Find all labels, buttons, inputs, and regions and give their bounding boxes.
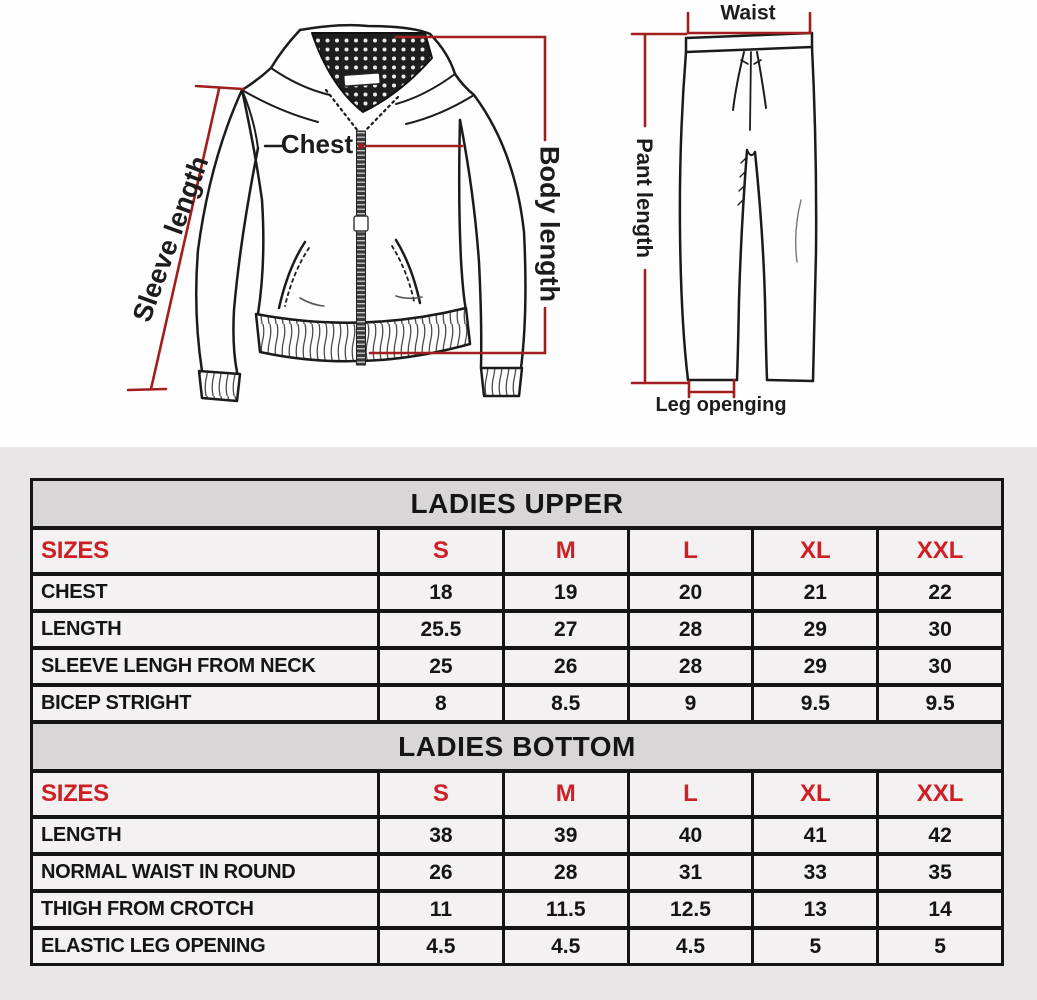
row-label: SLEEVE LENGH FROM NECK	[33, 650, 380, 683]
size-cell: XXL	[879, 530, 1001, 572]
chest-label: Chest	[280, 129, 354, 159]
value-cell: 12.5	[630, 893, 755, 926]
value-cell: 40	[630, 819, 755, 852]
body-length-label: Body length	[534, 146, 565, 302]
size-cell: XXL	[879, 773, 1001, 815]
table-row	[33, 613, 1001, 650]
value-cell: 14	[879, 893, 1001, 926]
value-cell: 26	[380, 856, 505, 889]
ladies-upper-sizes-row	[33, 530, 1001, 576]
table-row	[33, 650, 1001, 687]
row-label: THIGH FROM CROTCH	[33, 893, 380, 926]
size-cell: M	[505, 530, 630, 572]
table-row	[33, 930, 1001, 963]
value-cell: 9	[630, 687, 755, 720]
value-cell: 13	[754, 893, 879, 926]
table-row	[33, 856, 1001, 893]
value-cell: 29	[754, 613, 879, 646]
size-table-section	[0, 447, 1037, 1000]
value-cell: 28	[630, 650, 755, 683]
value-cell: 42	[879, 819, 1001, 852]
value-cell: 41	[754, 819, 879, 852]
value-cell: 38	[380, 819, 505, 852]
sizes-header-cell: SIZES	[33, 530, 380, 572]
leg-opening-label: Leg openging	[655, 394, 787, 416]
value-cell: 30	[879, 650, 1001, 683]
size-cell: S	[380, 530, 505, 572]
value-cell: 11	[380, 893, 505, 926]
size-table	[30, 478, 1004, 966]
value-cell: 31	[630, 856, 755, 889]
value-cell: 22	[879, 576, 1001, 609]
value-cell: 8.5	[505, 687, 630, 720]
value-cell: 25.5	[380, 613, 505, 646]
table-title: LADIES BOTTOM	[33, 724, 1001, 769]
value-cell: 39	[505, 819, 630, 852]
size-cell: XL	[754, 530, 879, 572]
size-cell: S	[380, 773, 505, 815]
pant-length-label: Pant length	[632, 138, 657, 258]
value-cell: 4.5	[630, 930, 755, 963]
sizes-header-cell: SIZES	[33, 773, 380, 815]
size-cell: L	[630, 530, 755, 572]
value-cell: 35	[879, 856, 1001, 889]
size-cell: L	[630, 773, 755, 815]
table-row	[33, 819, 1001, 856]
value-cell: 19	[505, 576, 630, 609]
ladies-upper-title-row	[33, 481, 1001, 530]
pants-drawing	[680, 33, 816, 381]
measurement-diagram-section	[0, 0, 1037, 447]
table-row	[33, 576, 1001, 613]
row-label: CHEST	[33, 576, 380, 609]
row-label: LENGTH	[33, 613, 380, 646]
value-cell: 21	[754, 576, 879, 609]
value-cell: 8	[380, 687, 505, 720]
value-cell: 5	[879, 930, 1001, 963]
value-cell: 28	[505, 856, 630, 889]
value-cell: 25	[380, 650, 505, 683]
row-label: NORMAL WAIST IN ROUND	[33, 856, 380, 889]
value-cell: 30	[879, 613, 1001, 646]
row-label: ELASTIC LEG OPENING	[33, 930, 380, 963]
value-cell: 20	[630, 576, 755, 609]
size-cell: XL	[754, 773, 879, 815]
value-cell: 18	[380, 576, 505, 609]
row-label: BICEP STRIGHT	[33, 687, 380, 720]
value-cell: 33	[754, 856, 879, 889]
jacket-drawing	[196, 25, 525, 401]
size-cell: M	[505, 773, 630, 815]
value-cell: 27	[505, 613, 630, 646]
table-title: LADIES UPPER	[33, 481, 1001, 526]
row-label: LENGTH	[33, 819, 380, 852]
ladies-bottom-title-row	[33, 724, 1001, 773]
value-cell: 5	[754, 930, 879, 963]
value-cell: 28	[630, 613, 755, 646]
value-cell: 4.5	[505, 930, 630, 963]
value-cell: 9.5	[754, 687, 879, 720]
waist-label: Waist	[720, 1, 776, 25]
value-cell: 9.5	[879, 687, 1001, 720]
ladies-bottom-sizes-row	[33, 773, 1001, 819]
value-cell: 26	[505, 650, 630, 683]
value-cell: 29	[754, 650, 879, 683]
measurement-diagram	[0, 0, 1037, 447]
table-row	[33, 893, 1001, 930]
table-row	[33, 687, 1001, 724]
sleeve-length-label: Sleeve length	[126, 151, 215, 326]
value-cell: 4.5	[380, 930, 505, 963]
value-cell: 11.5	[505, 893, 630, 926]
